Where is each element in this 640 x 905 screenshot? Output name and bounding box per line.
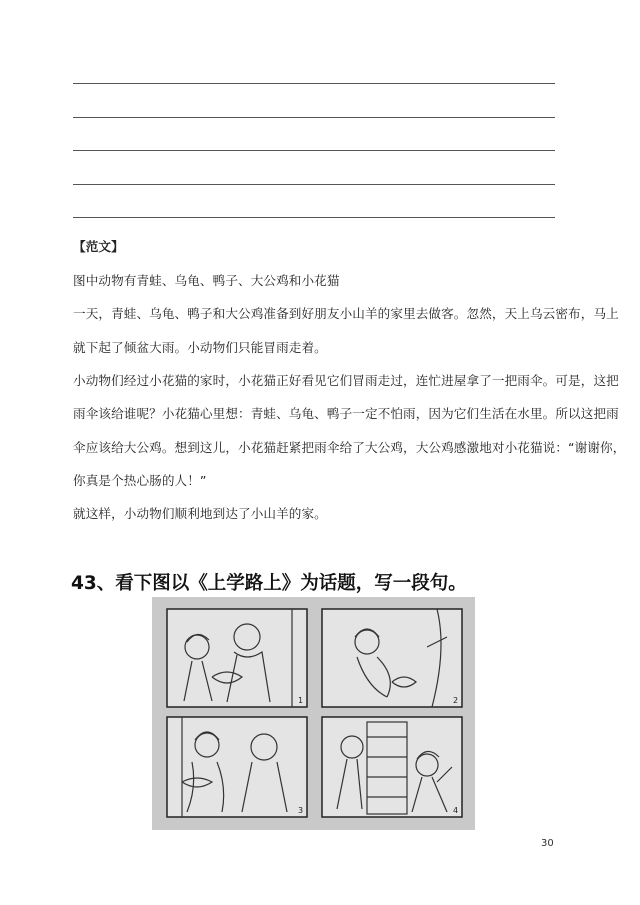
panel-number: 2 xyxy=(453,696,459,705)
answer-line xyxy=(73,117,555,118)
sample-line: 雨伞该给谁呢？小花猫心里想：青蛙、乌龟、鸭子一定不怕雨，因为它们生活在水里。所以这把雨 xyxy=(73,406,619,421)
answer-line xyxy=(73,83,555,84)
sample-line: 一天，青蛙、乌龟、鸭子和大公鸡准备到好朋友小山羊的家里去做客。忽然，天上乌云密布，马上 xyxy=(73,306,619,321)
comic-illustration xyxy=(152,597,475,830)
sample-line: 图中动物有青蛙、乌龟、鸭子、大公鸡和小花猫 xyxy=(73,273,340,288)
question-title: 43、看下图以《上学路上》为话题，写一段句。 xyxy=(71,573,467,594)
sample-line: 小动物们经过小花猫的家时，小花猫正好看见它们冒雨走过，连忙进屋拿了一把雨伞。可是，这把 xyxy=(73,373,619,388)
sample-line: 伞应该给大公鸡。想到这儿，小花猫赶紧把雨伞给了大公鸡，大公鸡感激地对小花猫说：“谢谢你， xyxy=(73,440,626,455)
answer-line xyxy=(73,150,555,151)
sample-line: 就这样，小动物们顺利地到达了小山羊的家。 xyxy=(73,506,327,521)
answer-line xyxy=(73,217,555,218)
sample-line: 你真是个热心肠的人！” xyxy=(73,473,207,488)
sample-line: 就下起了倾盆大雨。小动物们只能冒雨走着。 xyxy=(73,340,327,355)
panel-number: 3 xyxy=(298,806,304,815)
answer-line xyxy=(73,184,555,185)
panel-number: 4 xyxy=(453,806,459,815)
panel-number: 1 xyxy=(298,696,304,705)
page-number: 30 xyxy=(541,838,554,849)
sample-label: 【范文】 xyxy=(73,239,124,254)
